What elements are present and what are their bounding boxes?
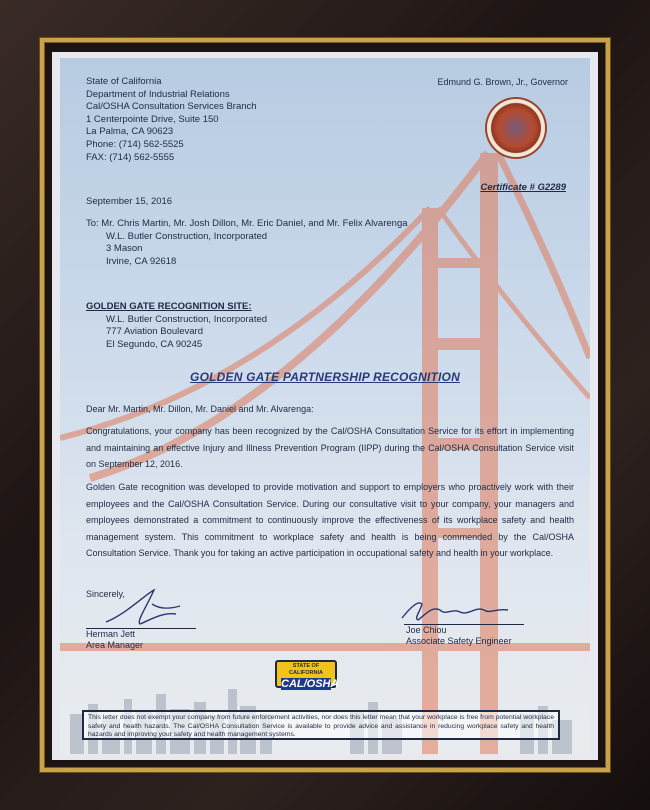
sender-line: La Palma, CA 90623 (86, 126, 174, 138)
sender-line: Phone: (714) 562-5525 (86, 138, 184, 150)
recipient-line: W.L. Butler Construction, Incorporated (106, 230, 268, 242)
sender-address (86, 76, 257, 164)
certificate-document (60, 58, 590, 754)
site-line: 777 Aviation Boulevard (106, 326, 204, 338)
logo-top-text: STATE OF CALIFORNIA (289, 663, 323, 676)
cal-osha-logo (275, 660, 337, 688)
certificate-number: Certificate # G2289 (480, 182, 566, 193)
right-signer-title: Associate Safety Engineer (406, 636, 512, 646)
paragraph-congratulations: Congratulations, your company has been recognized by the Cal/OSHA Consultation Service for its effort in implementing and maintaining an effective Injury and Illness Prevention Program (IIPP) during the Cal/OSHA Consultation Service visit on September 12, 2016. (86, 426, 574, 470)
right-signer (406, 625, 512, 647)
disclaimer-box: This letter does not exempt your company from future enforcement activities, nor does this letter mean that your workplace is free from potential workplace safety and health hazards. The Cal/OSHA Consultation Service is available to provide advice and assistance in reducing workplace safety and health hazards and improving your safety and health management systems. (82, 710, 560, 740)
state-seal (487, 99, 545, 157)
closing: Sincerely, (86, 589, 125, 599)
site-line: W.L. Butler Construction, Incorporated (106, 313, 268, 325)
left-signer-title: Area Manager (86, 640, 144, 650)
recipient-line: Irvine, CA 92618 (106, 255, 177, 267)
governor-line: Edmund G. Brown, Jr., Governor (437, 77, 568, 87)
right-signer-name: Joe Chiou (406, 625, 447, 635)
site-heading: GOLDEN GATE RECOGNITION SITE: (86, 301, 252, 312)
site-line: El Segundo, CA 90245 (106, 338, 203, 350)
sender-line: FAX: (714) 562-5555 (86, 151, 175, 163)
left-signer-name: Herman Jett (86, 629, 136, 639)
sender-line: State of California (86, 76, 162, 87)
paragraph-golden-gate: Golden Gate recognition was developed to provide motivation and support to employers who proactively work with their employees and the Cal/OSHA Consultation Service. During our consultative visit to your company, your managers and employees demonstrated a commitment to continuously improve the effectiveness of its workplace safety and health management system. This commitment to workplace safety and health is being commended by the Cal/OSHA Consultation Service. Thank you for taking an active participation in occupational safety and health in your workplace. (86, 482, 574, 559)
sender-line: Cal/OSHA Consultation Services Branch (86, 101, 257, 113)
left-signature (96, 584, 186, 632)
salutation: Dear Mr. Martin, Mr. Dillon, Mr. Daniel and Mr. Alvarenga: (86, 404, 314, 414)
letter-date: September 15, 2016 (86, 196, 173, 207)
recipient-line: 3 Mason (106, 243, 143, 255)
recipient-line: To: Mr. Chris Martin, Mr. Josh Dillon, Mr. Eric Daniel, and Mr. Felix Alvarenga (86, 218, 408, 229)
recipient-address (86, 218, 408, 268)
logo-main-text: CAL/OSHA (281, 678, 339, 690)
letter-title: GOLDEN GATE PARTNERSHIP RECOGNITION (190, 370, 460, 384)
sender-line: Department of Industrial Relations (86, 88, 230, 100)
recognition-site (86, 301, 267, 351)
right-signature (396, 594, 516, 626)
sender-line: 1 Centerpointe Drive, Suite 150 (86, 113, 219, 125)
frame-mat (52, 52, 598, 760)
left-signer (86, 629, 143, 651)
